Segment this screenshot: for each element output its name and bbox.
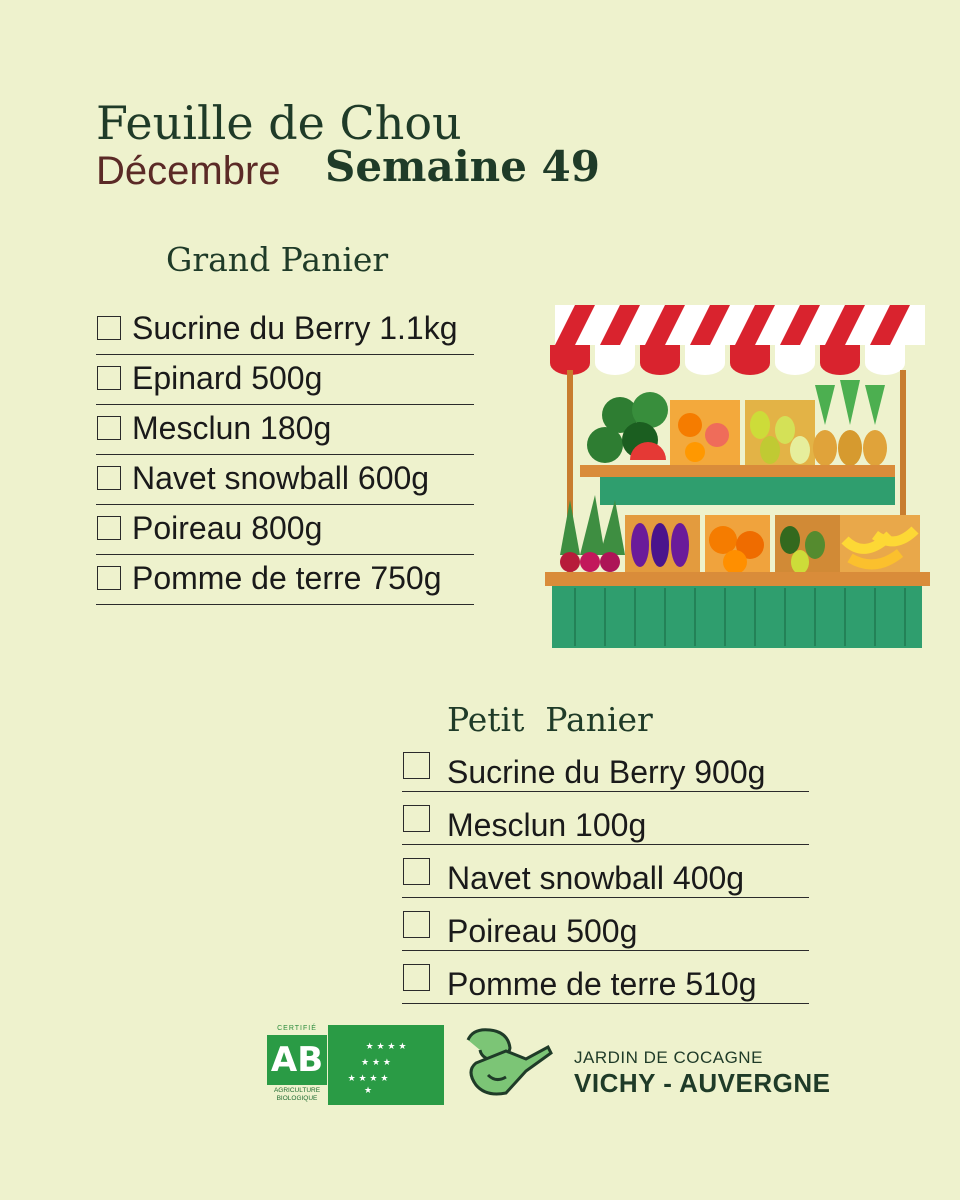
checkbox[interactable] bbox=[403, 911, 430, 938]
item-label: Mesclun 180g bbox=[132, 410, 332, 446]
ab-certifie-label: CERTIFIÉ bbox=[277, 1025, 317, 1032]
watering-can-icon bbox=[458, 1025, 558, 1100]
item-label: Navet snowball 400g bbox=[447, 860, 745, 896]
list-item bbox=[402, 739, 809, 792]
petit-panier-list bbox=[402, 739, 809, 1004]
lower-shelf-produce bbox=[560, 495, 920, 575]
grand-panier-heading: Grand Panier bbox=[166, 240, 389, 279]
checkbox[interactable] bbox=[97, 516, 121, 540]
ab-caption-line1: AGRICULTURE bbox=[273, 1087, 321, 1094]
checkbox[interactable] bbox=[97, 416, 121, 440]
item-label: Epinard 500g bbox=[132, 360, 323, 396]
list-item bbox=[402, 898, 809, 951]
svg-text:★ ★ ★: ★ ★ ★ bbox=[361, 1058, 391, 1068]
list-item bbox=[96, 355, 474, 405]
awning bbox=[550, 305, 925, 375]
svg-text:★ ★ ★ ★: ★ ★ ★ ★ bbox=[347, 1074, 389, 1084]
svg-text:★: ★ bbox=[363, 1086, 373, 1096]
ab-caption bbox=[267, 1087, 327, 1103]
list-item bbox=[96, 455, 474, 505]
ab-organic-logo bbox=[267, 1025, 327, 1105]
list-item bbox=[402, 951, 809, 1004]
checkbox[interactable] bbox=[97, 366, 121, 390]
checkbox[interactable] bbox=[403, 964, 430, 991]
item-label: Poireau 800g bbox=[132, 510, 323, 546]
month-label: Décembre bbox=[96, 149, 281, 193]
jardin-name: JARDIN DE COCAGNE bbox=[574, 1048, 763, 1067]
svg-text:★ ★ ★ ★: ★ ★ ★ ★ bbox=[365, 1042, 407, 1052]
list-item bbox=[96, 405, 474, 455]
ab-caption-line2: BIOLOGIQUE bbox=[276, 1095, 318, 1102]
checkbox[interactable] bbox=[97, 566, 121, 590]
item-label: Pomme de terre 750g bbox=[132, 560, 442, 596]
week-label: Semaine 49 bbox=[325, 142, 600, 191]
list-item bbox=[96, 555, 474, 605]
upper-shelf-produce bbox=[587, 380, 887, 466]
checkbox[interactable] bbox=[403, 858, 430, 885]
page-title: Feuille de Chou bbox=[96, 96, 462, 150]
grand-panier-list bbox=[96, 305, 474, 605]
petit-panier-heading: Petit Panier bbox=[447, 700, 653, 739]
ab-letters: AB bbox=[267, 1035, 327, 1085]
list-item bbox=[96, 305, 474, 355]
market-stall-illustration bbox=[545, 300, 930, 650]
checkbox[interactable] bbox=[97, 466, 121, 490]
eu-organic-leaf-icon bbox=[328, 1025, 444, 1105]
jardin-location: VICHY - AUVERGNE bbox=[574, 1068, 831, 1098]
item-label: Sucrine du Berry 1.1kg bbox=[132, 310, 458, 346]
item-label: Sucrine du Berry 900g bbox=[447, 754, 766, 790]
checkbox[interactable] bbox=[403, 752, 430, 779]
item-label: Mesclun 100g bbox=[447, 807, 647, 843]
item-label: Poireau 500g bbox=[447, 913, 638, 949]
checkbox[interactable] bbox=[97, 316, 121, 340]
item-label: Pomme de terre 510g bbox=[447, 966, 757, 1002]
item-label: Navet snowball 600g bbox=[132, 460, 430, 496]
list-item bbox=[96, 505, 474, 555]
list-item bbox=[402, 792, 809, 845]
checkbox[interactable] bbox=[403, 805, 430, 832]
list-item bbox=[402, 845, 809, 898]
